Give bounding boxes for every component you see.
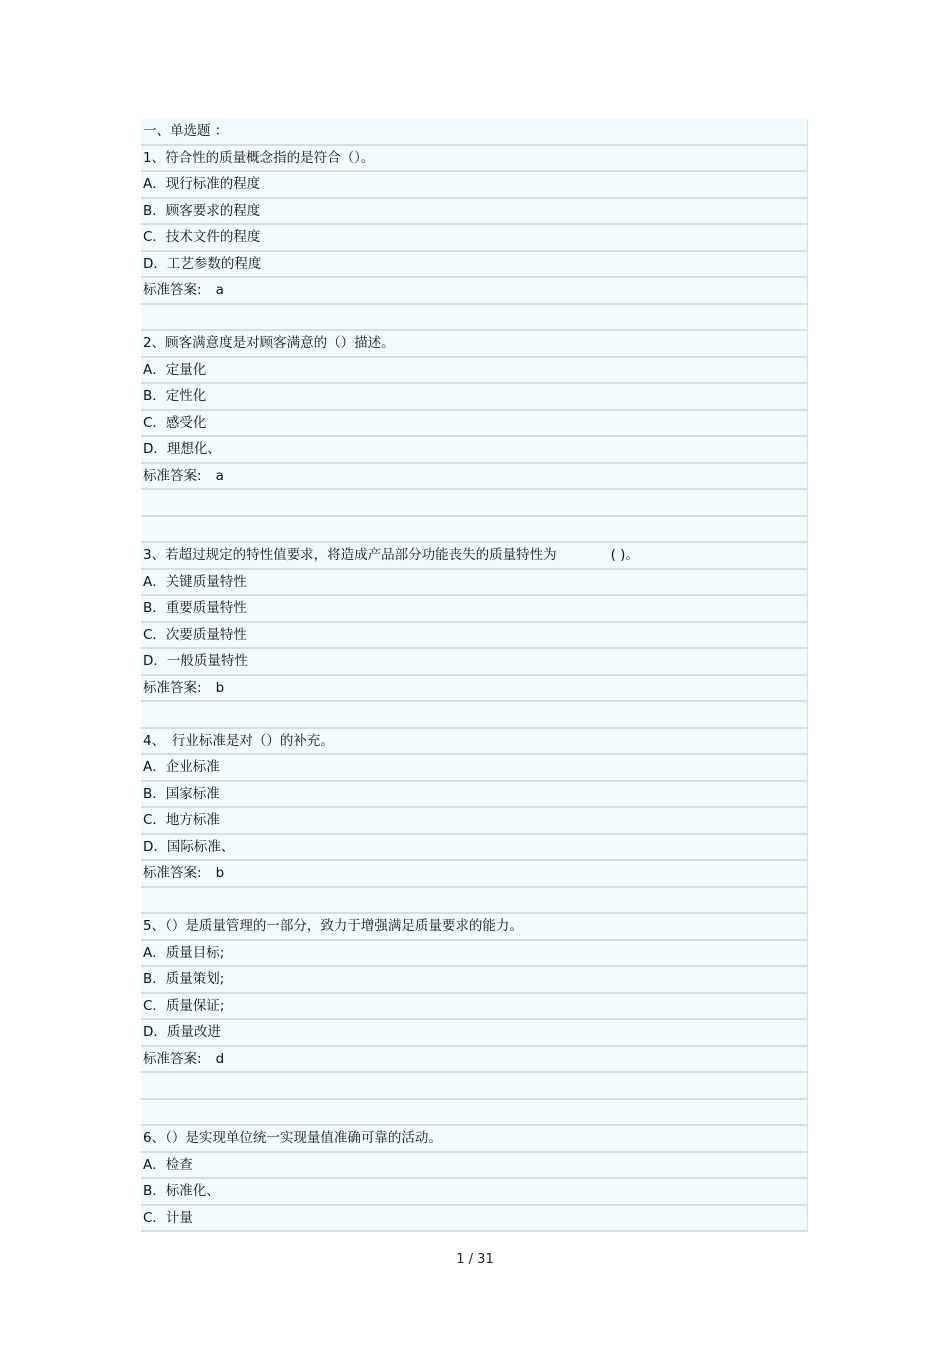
question-stem-text: 3、若超过规定的特性值要求，将造成产品部分功能丧失的质量特性为 [143,547,557,563]
option-a: A．定量化 [141,358,807,385]
option-d: D．工艺参数的程度 [141,252,807,279]
blank-row [141,1100,807,1127]
answer-value: a [215,282,224,298]
option-a: A．检查 [141,1153,807,1180]
answer-row [141,278,807,305]
option-b: B．重要质量特性 [141,596,807,623]
answer-value: b [215,679,225,696]
question-stem: 2、顾客满意度是对顾客满意的（）描述。 [141,331,807,358]
option-d: D．理想化、 [141,437,807,464]
option-a: A．现行标准的程度 [141,172,807,199]
blank-row [141,490,807,517]
option-b: B．顾客要求的程度 [141,199,807,226]
option-c: C．地方标准 [141,808,807,835]
option-c: C．感受化 [141,411,807,438]
option-d: D．一般质量特性 [141,649,807,676]
question-stem [141,543,807,570]
blank-row [141,517,807,544]
option-c: C．计量 [141,1206,807,1233]
option-b: B．定性化 [141,384,807,411]
blank-row [141,702,807,729]
answer-value: d [215,1050,225,1067]
question-stem: 4、 行业标准是对（）的补充。 [141,729,807,756]
answer-label: 标准答案: [143,467,202,484]
question-stem: 6、（）是实现单位统一实现量值准确可靠的活动。 [141,1126,807,1153]
answer-row [141,676,807,703]
question-sheet [141,119,808,1232]
option-c: C．质量保证; [141,994,807,1021]
answer-row [141,861,807,888]
question-stem: 1、符合性的质量概念指的是符合（）。 [141,146,807,173]
answer-label: 标准答案: [143,865,202,881]
option-d: D．质量改进 [141,1020,807,1047]
option-a: A．关键质量特性 [141,570,807,597]
question-stem: 5、（）是质量管理的一部分，致力于增强满足质量要求的能力。 [141,914,807,941]
blank-row [141,888,807,915]
question-stem-tail: ( )。 [610,547,639,563]
answer-label: 标准答案: [143,1050,202,1067]
option-c: C．次要质量特性 [141,623,807,650]
option-a: A．质量目标; [141,941,807,968]
option-d: D．国际标准、 [141,835,807,862]
answer-value: b [215,865,225,881]
answer-row [141,464,807,491]
answer-label: 标准答案: [143,282,202,298]
blank-row [141,1073,807,1100]
answer-row [141,1047,807,1074]
option-a: A．企业标准 [141,755,807,782]
option-b: B．标准化、 [141,1179,807,1206]
page-indicator: 1 / 31 [456,1252,494,1267]
answer-value: a [215,467,224,484]
section-title: 一、单选题 ： [141,119,807,146]
answer-label: 标准答案: [143,679,202,696]
option-c: C．技术文件的程度 [141,225,807,252]
option-b: B．质量策划; [141,967,807,994]
blank-row [141,305,807,332]
option-b: B．国家标准 [141,782,807,809]
